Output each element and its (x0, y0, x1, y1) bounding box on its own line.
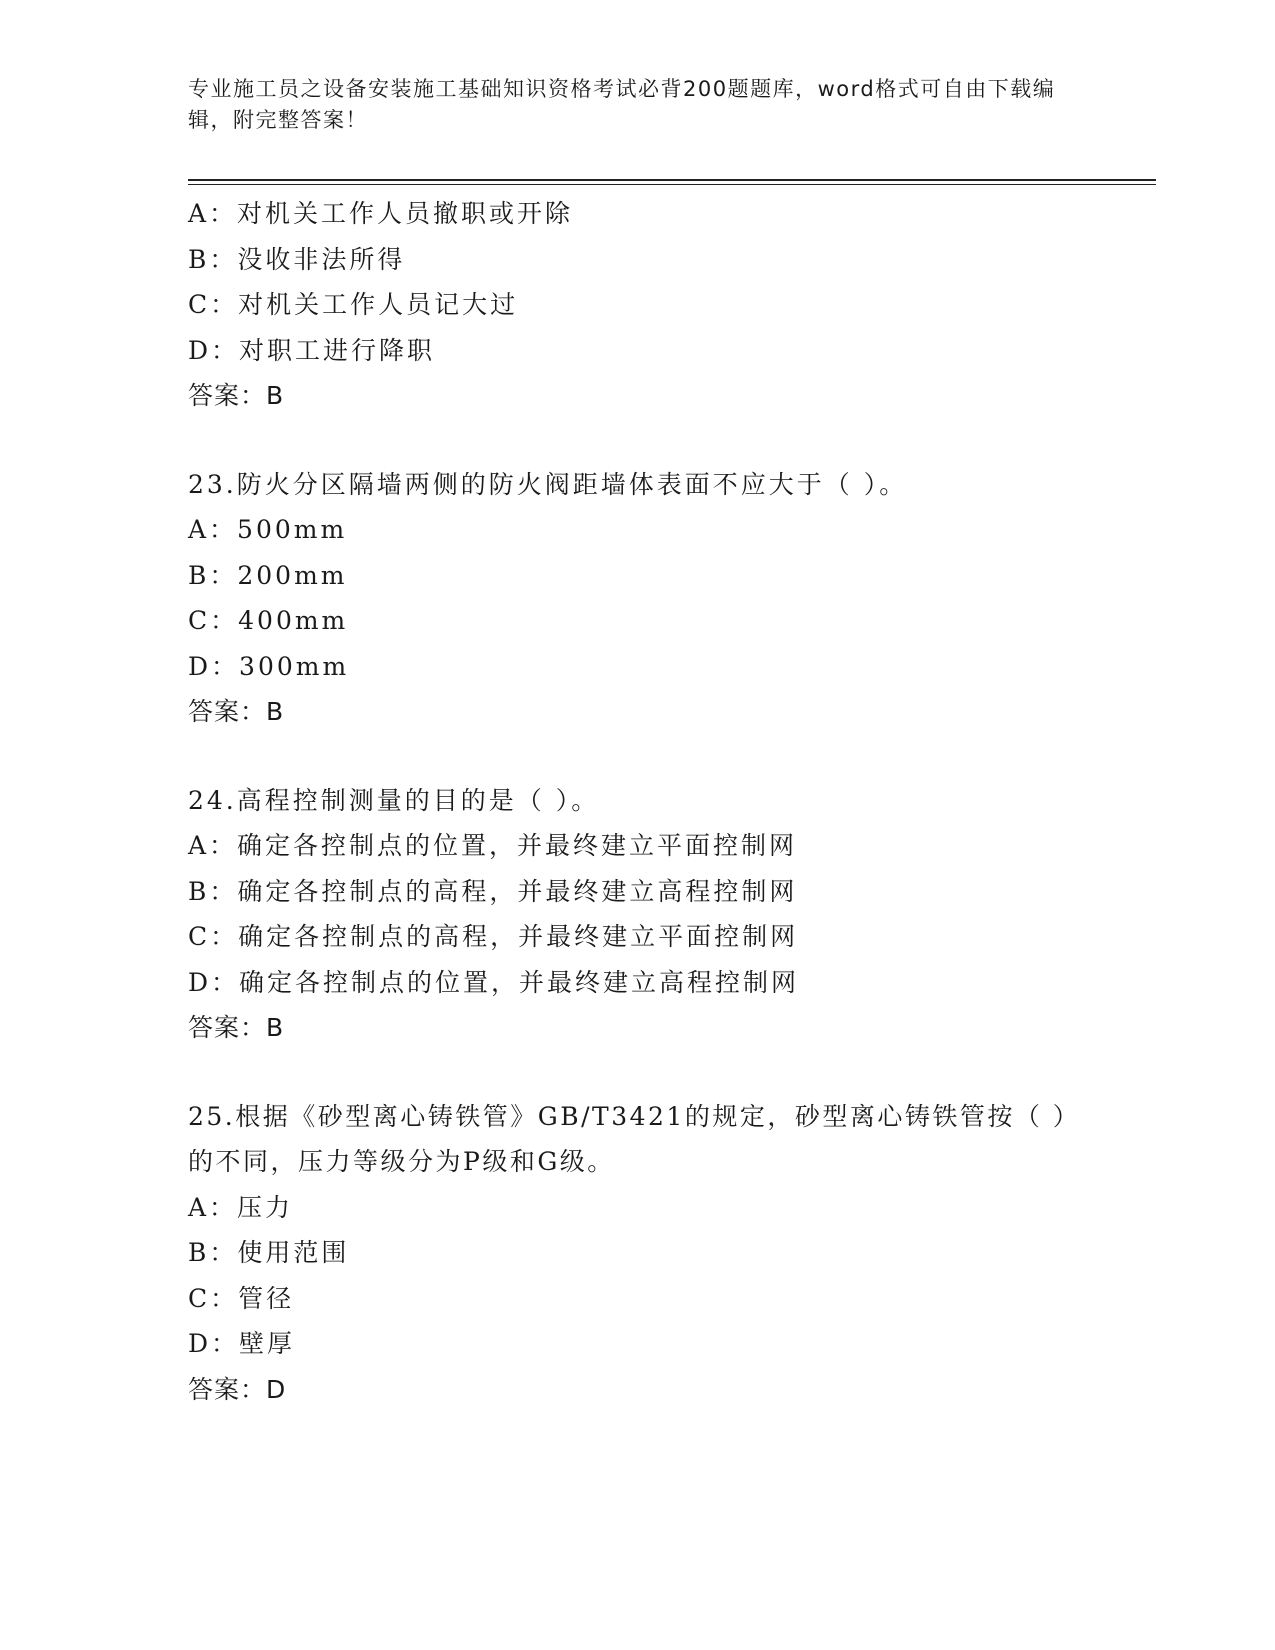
answer: 答案：D (188, 1374, 287, 1404)
option-a: A：对机关工作人员撤职或开除 (188, 199, 574, 228)
question-24 (188, 778, 1088, 1051)
option-b: B：200mm (188, 560, 348, 590)
option-c: C：对机关工作人员记大过 (188, 290, 519, 319)
option-c: C：确定各控制点的高程，并最终建立平面控制网 (188, 922, 799, 951)
option-d: D：确定各控制点的位置，并最终建立高程控制网 (188, 967, 800, 997)
option-d: D：壁厚 (188, 1329, 296, 1358)
question-22 (188, 191, 1088, 419)
option-c: C：400mm (188, 606, 349, 635)
question-list (188, 191, 1088, 1412)
spacer (188, 419, 1088, 462)
question-23 (188, 462, 1088, 735)
header-divider-thin (188, 184, 1156, 185)
option-b: B：确定各控制点的高程，并最终建立高程控制网 (188, 876, 798, 906)
question-text: 23.防火分区隔墙两侧的防火阀距墙体表面不应大于（ ）。 (188, 469, 908, 499)
option-b: B：没收非法所得 (188, 244, 406, 274)
spacer (188, 735, 1088, 778)
option-d: D：300mm (188, 651, 350, 681)
option-a: A：压力 (188, 1192, 294, 1222)
question-25 (188, 1094, 1088, 1413)
answer: 答案：B (188, 381, 285, 410)
option-a: A：500mm (188, 515, 348, 544)
header-divider-thick (188, 179, 1156, 181)
spacer (188, 1051, 1088, 1094)
option-d: D：对职工进行降职 (188, 335, 436, 365)
answer: 答案：B (188, 697, 285, 726)
option-c: C：管径 (188, 1283, 295, 1313)
answer: 答案：B (188, 1013, 285, 1042)
document-header: 专业施工员之设备安装施工基础知识资格考试必背200题题库，word格式可自由下载编辑，附完整答案！ (188, 77, 1056, 132)
option-a: A：确定各控制点的位置，并最终建立平面控制网 (188, 831, 798, 860)
question-text: 24.高程控制测量的目的是（ ）。 (188, 785, 600, 815)
question-text: 25.根据《砂型离心铸铁管》GB/T3421的规定，砂型离心铸铁管按（ ）的不同，压力等级分为P级和G级。 (188, 1101, 1081, 1176)
option-b: B：使用范围 (188, 1238, 350, 1267)
